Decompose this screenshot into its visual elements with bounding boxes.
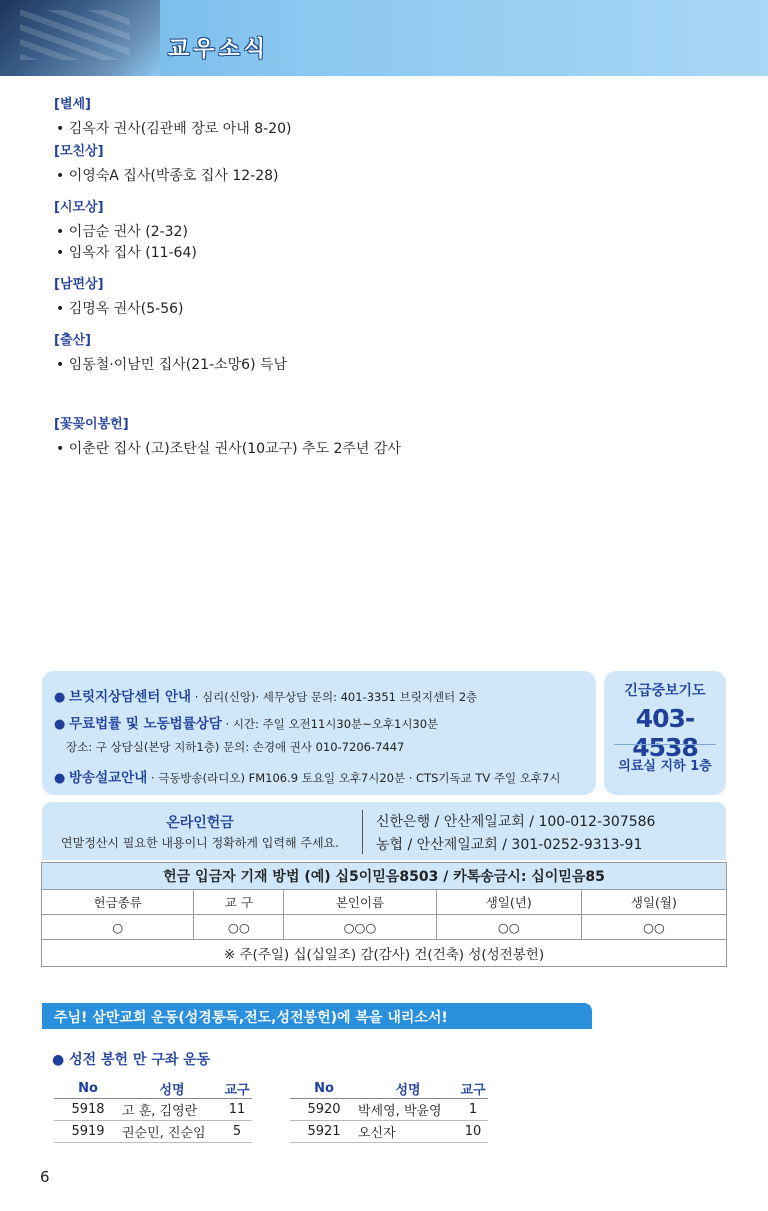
header-photo [0, 0, 160, 76]
table-header: 생일(월) [581, 890, 726, 915]
news-section [54, 95, 714, 459]
table-cell: 고 훈, 김영란 [122, 1099, 222, 1121]
news-category: [모친상] [54, 144, 104, 159]
info-title: 브릿지상담센터 안내 [69, 689, 192, 705]
info-box [42, 671, 596, 795]
divider [614, 744, 716, 745]
table-header: 생일(년) [436, 890, 581, 915]
news-category: [시모상] [54, 200, 104, 215]
bullet-icon: ● [54, 690, 66, 705]
news-item: • 이춘란 집사 (고)조탄실 권사(10교구) 추도 2주년 감사 [56, 441, 401, 457]
table-row [290, 1099, 488, 1121]
table-header: 본인이름 [284, 890, 436, 915]
campaign-table-right [290, 1078, 488, 1143]
table-header: 성명 [358, 1078, 458, 1099]
emergency-box [604, 671, 726, 795]
deposit-guide-table [41, 862, 727, 967]
news-item: • 김옥자 권사(김관배 장로 아내 8-20) [56, 121, 292, 137]
info-text: · 심리(신앙)· 세무상담 문의: 401-3351 브릿지센터 2층 [191, 690, 478, 704]
info-line-place: 장소: 구 상담실(본당 지하1층) 문의: 손경애 권사 010-7206-7447 [66, 740, 405, 754]
bullet-icon: ● [54, 717, 66, 732]
deposit-title: 헌금 입금자 기재 방법 (예) 십5이믿음8503 / 카톡송금시: 십이믿음85 [42, 863, 727, 890]
table-cell: ○○ [581, 915, 726, 940]
table-cell: 5921 [290, 1121, 358, 1143]
table-header: No [54, 1078, 122, 1099]
info-line-legal [54, 712, 438, 732]
table-row [54, 1099, 252, 1121]
header-bar [0, 0, 768, 76]
banner-text: 주님! 삼만교회 운동(성경통독,전도,성전봉헌)에 복을 내리소서! [54, 1010, 448, 1026]
table-cell: 5918 [54, 1099, 122, 1121]
emergency-title: 긴급중보기도 [624, 683, 706, 699]
info-line-bridge [54, 685, 477, 705]
info-title: 방송설교안내 [69, 770, 148, 786]
table-cell: ○ [42, 915, 194, 940]
table-cell: 10 [458, 1121, 488, 1143]
news-category: [별세] [54, 97, 91, 112]
table-header: 성명 [122, 1078, 222, 1099]
table-header: 교구 [458, 1078, 488, 1099]
page-number: 6 [40, 1168, 50, 1186]
campaign-table-left [54, 1078, 252, 1143]
table-header: 헌금종류 [42, 890, 194, 915]
prayer-banner [42, 1003, 592, 1029]
table-cell: 5920 [290, 1099, 358, 1121]
emergency-location: 의료실 지하 1층 [618, 759, 712, 774]
bullet-icon: ● [54, 771, 66, 786]
news-category: [꽃꽂이봉헌] [54, 417, 129, 432]
table-row [54, 1121, 252, 1143]
table-cell: 1 [458, 1099, 488, 1121]
news-category: [출산] [54, 333, 91, 348]
info-line-broadcast [54, 766, 560, 786]
news-item: • 김명옥 권사(5-56) [56, 301, 184, 317]
table-cell: 박세영, 박윤영 [358, 1099, 458, 1121]
campaign-title: ● 성전 봉헌 만 구좌 운동 [52, 1052, 211, 1068]
info-title: 무료법률 및 노동법률상담 [69, 716, 222, 732]
bank-account: 농협 / 안산제일교회 / 301-0252-9313-91 [376, 837, 643, 853]
divider [362, 810, 363, 854]
table-cell: ○○ [436, 915, 581, 940]
news-item: • 임동철·이남민 집사(21-소망6) 득남 [56, 357, 288, 373]
deposit-note: ※ 주(주일) 십(십일조) 감(감사) 건(건축) 성(성전봉헌) [42, 940, 727, 967]
table-header: No [290, 1078, 358, 1099]
table-row [290, 1121, 488, 1143]
table-cell: 5 [222, 1121, 252, 1143]
news-item: • 임옥자 집사 (11-64) [56, 245, 197, 261]
table-header: 교 구 [194, 890, 284, 915]
info-text: · 극동방송(라디오) FM106.9 토요일 오후7시20분 · CTS기독교 TV 주일 오후7시 [147, 771, 561, 785]
table-header: 교구 [222, 1078, 252, 1099]
online-subtitle: 연말정산시 필요한 내용이니 정확하게 입력해 주세요. [61, 836, 339, 850]
online-offering-box [42, 802, 726, 860]
table-cell: 권순민, 진순임 [122, 1121, 222, 1143]
page-title: 교우소식 [168, 37, 270, 62]
table-cell: ○○○ [284, 915, 436, 940]
emergency-number: 403-4538 [632, 704, 698, 762]
table-cell: ○○ [194, 915, 284, 940]
info-text: · 시간: 주일 오전11시30분~오후1시30분 [221, 717, 439, 731]
news-item: • 이영숙A 집사(박종호 집사 12-28) [56, 168, 279, 184]
table-cell: 5919 [54, 1121, 122, 1143]
online-title: 온라인헌금 [166, 815, 234, 831]
bank-account: 신한은행 / 안산제일교회 / 100-012-307586 [376, 814, 656, 830]
news-category: [남편상] [54, 277, 104, 292]
news-item: • 이금순 권사 (2-32) [56, 224, 188, 240]
table-cell: 11 [222, 1099, 252, 1121]
table-cell: 오신자 [358, 1121, 458, 1143]
